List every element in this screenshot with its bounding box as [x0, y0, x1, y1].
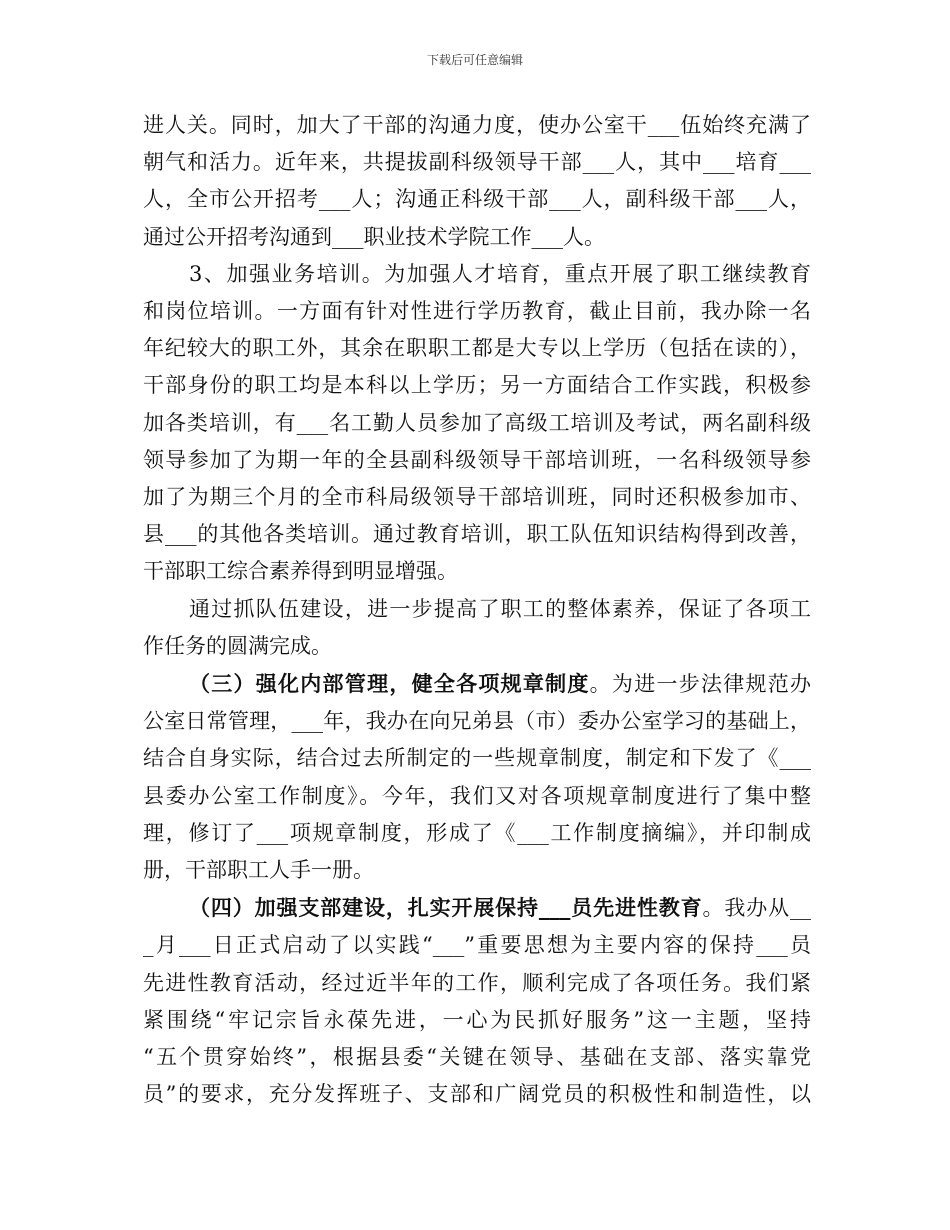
text-line: [143, 889, 811, 927]
text-line: 理，修订了___项规章制度，形成了《___工作制度摘编》，并印制成: [143, 820, 811, 845]
text-line: 册，干部职工人手一册。: [143, 858, 374, 883]
paragraph-party-branch: [143, 889, 811, 1113]
text-line: 3、加强业务培训。为加强人才培育，重点开展了职工继续教育: [189, 261, 811, 286]
text-line: 加了为期三个月的全市科局级领导干部培训班，同时还积极参加市、: [143, 485, 811, 510]
text-line: 年纪较大的职工外，其余在职职工都是大专以上学历（包括在读的），: [143, 336, 811, 361]
text-line: 县___的其他各类培训。通过教育培训，职工队伍知识结构得到改善，: [143, 522, 811, 547]
text-line: 人，全市公开招考___人；沟通正科级干部___人，副科级干部___人，: [143, 187, 811, 212]
document-body: [143, 107, 811, 1113]
text-line: 通过抓队伍建设，进一步提高了职工的整体素养，保证了各项工: [189, 596, 811, 621]
paragraph-summary: [143, 591, 811, 665]
text-line: 紧围绕“牢记宗旨永葆先进，一心为民抓好服务”这一主题，坚持: [143, 1007, 811, 1032]
page-header: 下载后可任意编辑: [426, 53, 523, 67]
text-line: 通过公开招考沟通到___职业技术学院工作___人。: [143, 224, 605, 249]
paragraph-management: [143, 665, 811, 889]
text-line: “五个贯穿始终”，根据县委“关键在领导、基础在支部、落实靠党: [143, 1045, 811, 1070]
text-line: 县委办公室工作制度》。今年，我们又对各项规章制度进行了集中整: [143, 783, 811, 808]
text-line: _月___日正式启动了以实践“___”重要思想为主要内容的保持___员: [143, 933, 811, 958]
text-line: 加各类培训，有___名工勤人员参加了高级工培训及考试，两名副科级: [143, 410, 811, 435]
paragraph-training: [143, 256, 811, 591]
text-run: 。为进一步法律规范办: [589, 672, 812, 697]
text-line: 先进性教育活动，经过近半年的工作，顺利完成了各项任务。我们紧: [143, 970, 811, 995]
section-heading: （三）强化内部管理，健全各项规章制度: [189, 671, 590, 697]
text-line: 进人关。同时，加大了干部的沟通力度，使办公室干___伍始终充满了: [143, 113, 811, 137]
text-line: 员”的要求，充分发挥班子、支部和广阔党员的积极性和制造性，以: [143, 1082, 811, 1107]
text-line: 干部身份的职工均是本科以上学历；另一方面结合工作实践，积极参: [143, 373, 811, 398]
text-line: 公室日常管理，___年，我办在向兄弟县（市）委办公室学习的基础上，: [143, 709, 811, 734]
text-run: 。我办从__: [702, 896, 812, 921]
text-line: [143, 665, 811, 703]
section-heading: （四）加强支部建设，扎实开展保持___员先进性教育: [189, 895, 703, 921]
text-line: 干部职工综合素养得到明显增强。: [143, 559, 458, 584]
text-line: 领导参加了为期一年的全县副科级领导干部培训班，一名科级领导参: [143, 447, 811, 472]
text-line: 朝气和活力。近年来，共提拔副科级领导干部___人，其中___培育___: [143, 150, 811, 175]
text-line: 作任务的圆满完成。: [143, 633, 332, 658]
paragraph-recruitment: [143, 107, 811, 256]
text-line: 和岗位培训。一方面有针对性进行学历教育，截止目前，我办除一名: [143, 299, 811, 324]
text-line: 结合自身实际，结合过去所制定的一些规章制度，制定和下发了《___: [143, 746, 811, 771]
